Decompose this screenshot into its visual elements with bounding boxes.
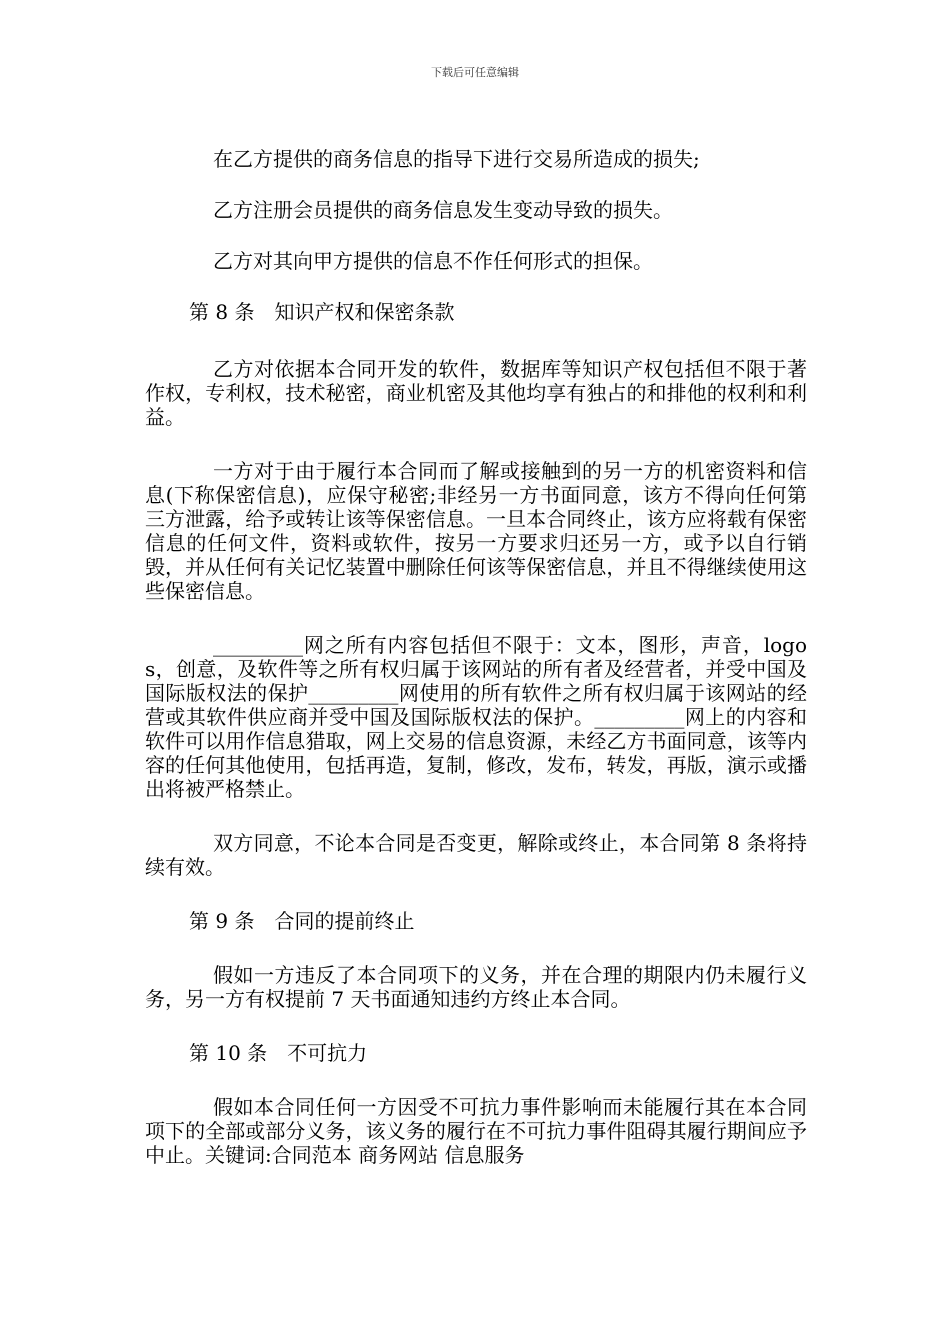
paragraph-no-guarantee: 乙方对其向甲方提供的信息不作任何形式的担保。 bbox=[213, 249, 653, 273]
paragraph-website-content: _________网之所有内容包括但不限于：文本，图形，声音，logos，创意，及软件等之所有权归属于该网站的所有者及经营者，并受中国及国际版权法的保护_________网使用的所有软件之所有权归属于该网站的经营或其软件供应商并受中国及国际版权法的保护。_________网上的内容和软件可以用作信息猎取，网上交易的信息资源，未经乙方书面同意，该等内容的任何其他使用，包括再造，复制，修改，发布，转发，再版，演示或播出将被严格禁止。 bbox=[145, 633, 807, 801]
paragraph-loss-member-change: 乙方注册会员提供的商务信息发生变动导致的损失。 bbox=[213, 198, 673, 222]
paragraph-ip-rights: 乙方对依据本合同开发的软件，数据库等知识产权包括但不限于著作权，专利权，技术秘密，商业机密及其他均享有独占的和排他的权利和利益。 bbox=[145, 357, 807, 429]
paragraph-force-majeure: 假如本合同任何一方因受不可抗力事件影响而未能履行其在本合同项下的全部或部分义务，该义务的履行在不可抗力事件阻碍其履行期间应予中止。关键词:合同范本 商务网站 信息服务 bbox=[145, 1095, 807, 1167]
heading-article-9: 第 9 条 合同的提前终止 bbox=[189, 909, 415, 933]
page-header: 下载后可任意编辑 bbox=[431, 66, 519, 79]
heading-article-10: 第 10 条 不可抗力 bbox=[189, 1041, 368, 1065]
heading-article-8: 第 8 条 知识产权和保密条款 bbox=[189, 300, 455, 324]
paragraph-loss-guidance: 在乙方提供的商务信息的指导下进行交易所造成的损失; bbox=[213, 147, 700, 171]
paragraph-early-termination: 假如一方违反了本合同项下的义务，并在合理的期限内仍未履行义务，另一方有权提前 7 天书面通知违约方终止本合同。 bbox=[145, 963, 807, 1011]
paragraph-confidentiality: 一方对于由于履行本合同而了解或接触到的另一方的机密资料和信息(下称保密信息)，应保守秘密;非经另一方书面同意，该方不得向任何第三方泄露，给予或转让该等保密信息。一旦本合同终止，该方应将载有保密信息的任何文件，资料或软件，按另一方要求归还另一方，或予以自行销毁，并从任何有关记忆装置中删除任何该等保密信息，并且不得继续使用这些保密信息。 bbox=[145, 459, 807, 603]
paragraph-article-8-survival: 双方同意，不论本合同是否变更，解除或终止，本合同第 8 条将持续有效。 bbox=[145, 831, 807, 879]
document-body bbox=[145, 147, 807, 1167]
